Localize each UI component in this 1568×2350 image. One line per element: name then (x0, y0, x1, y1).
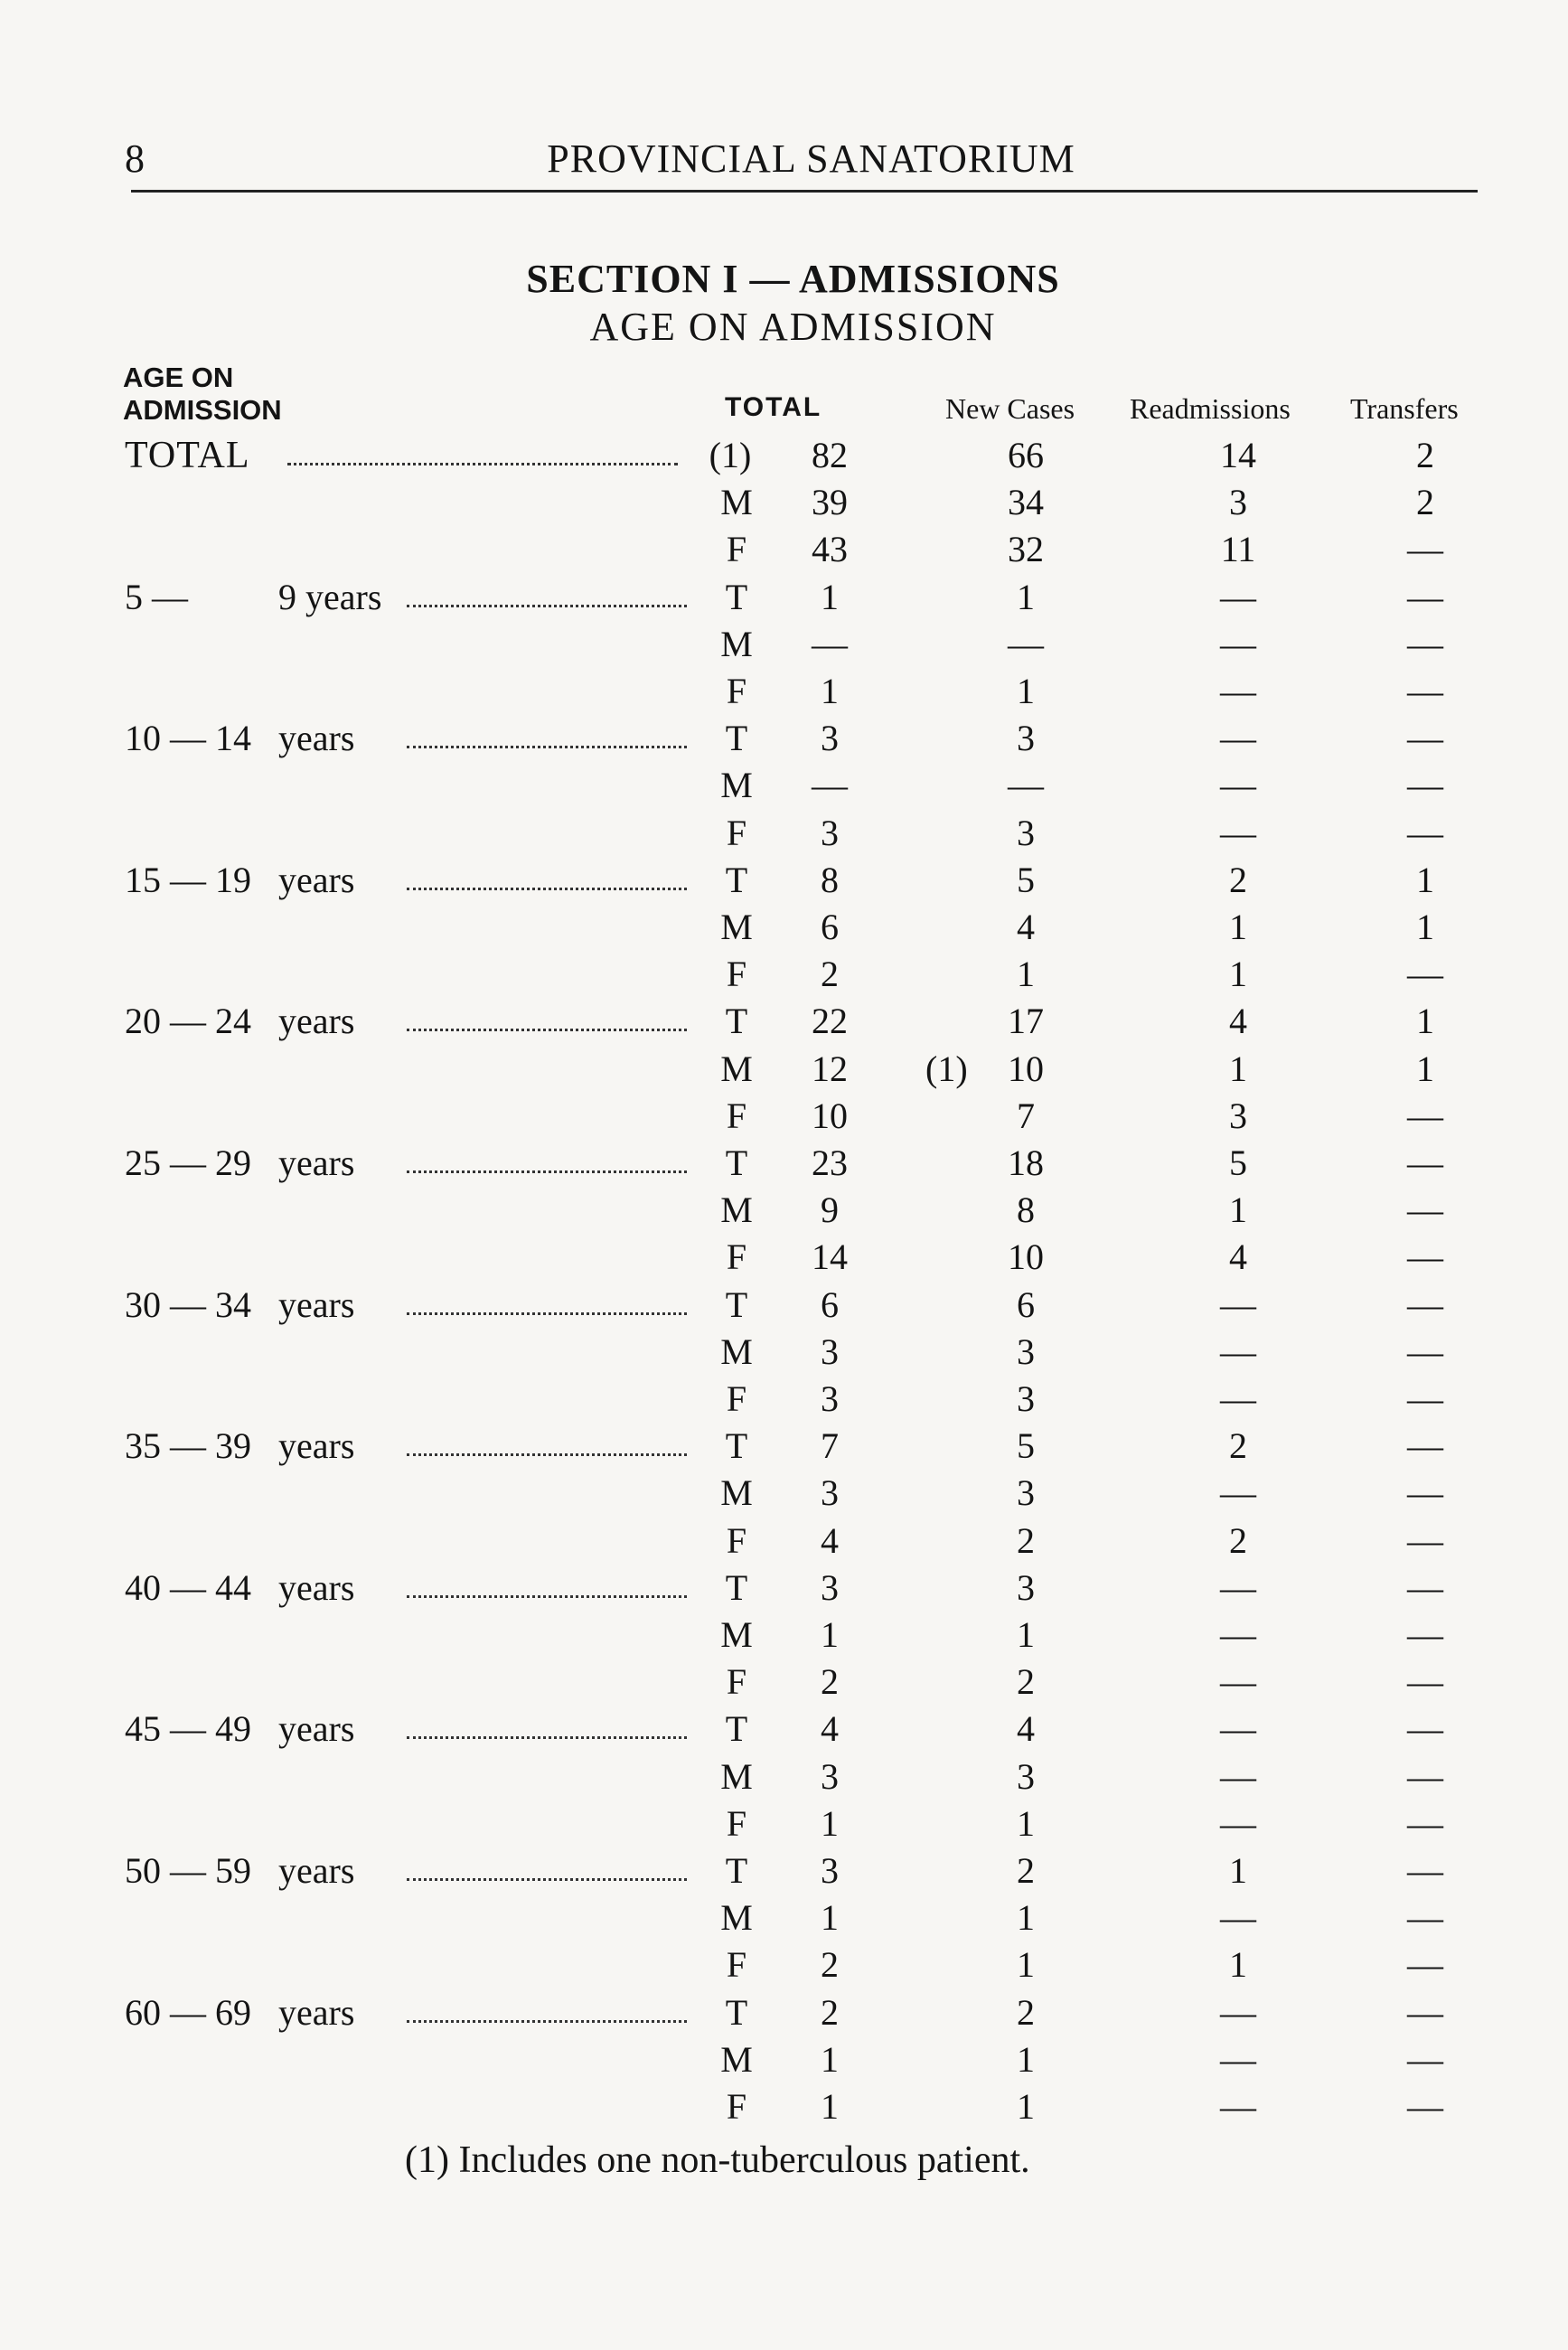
section-title: SECTION I — ADMISSIONS (526, 257, 1060, 301)
page-number: 8 (125, 136, 145, 181)
readmissions-value: 3 (1229, 1095, 1247, 1136)
readmissions-value: — (1220, 1283, 1256, 1325)
readmissions-value: — (1220, 1472, 1256, 1514)
sex-code: F (726, 671, 747, 711)
new-cases-value: 3 (1017, 718, 1035, 759)
table-row (0, 904, 1568, 951)
readmissions-value: — (1220, 1755, 1256, 1797)
leader-dots (407, 1312, 687, 1315)
new-cases-value: 1 (1017, 954, 1035, 995)
transfers-value: — (1407, 1236, 1443, 1278)
age-range: 40 — 44 (125, 1566, 251, 1608)
age-range: 25 — 29 (125, 1142, 251, 1183)
new-cases-value: 3 (1017, 1472, 1035, 1514)
new-cases-value: 17 (1008, 1001, 1044, 1042)
total-value: 82 (812, 435, 848, 475)
table-row (0, 1800, 1568, 1847)
sex-code: (1) (709, 435, 752, 475)
readmissions-value: — (1220, 1614, 1256, 1655)
table-row (0, 1894, 1568, 1941)
total-value: 3 (821, 718, 839, 759)
transfers-value: — (1407, 1378, 1443, 1419)
row-label (125, 1282, 354, 1329)
leader-dots (407, 746, 687, 748)
readmissions-value: 1 (1229, 1189, 1247, 1231)
transfers-value: — (1407, 1472, 1443, 1514)
total-value: 3 (821, 1566, 839, 1608)
transfers-value: — (1407, 1991, 1443, 2033)
sex-code: T (725, 576, 748, 617)
new-cases-value: 1 (1017, 576, 1035, 617)
leader-dots (407, 2020, 687, 2023)
row-label (125, 574, 381, 621)
new-cases-value: 10 (1008, 1236, 1044, 1278)
table-row (0, 574, 1568, 621)
table-row (0, 810, 1568, 857)
new-cases-value: 3 (1017, 1755, 1035, 1797)
readmissions-column-header: Readmissions (1130, 392, 1291, 425)
transfers-value: — (1407, 2038, 1443, 2080)
readmissions-value: — (1220, 623, 1256, 664)
sex-code: T (725, 1566, 748, 1608)
sex-code: F (726, 1661, 747, 1703)
new-cases-value: 7 (1017, 1095, 1035, 1136)
sex-code: F (726, 812, 747, 853)
readmissions-value: — (1220, 765, 1256, 806)
sex-code: T (725, 1142, 748, 1183)
new-cases-note: (1) (925, 1048, 968, 1089)
total-value: 6 (821, 907, 839, 947)
sex-code: M (720, 1048, 753, 1089)
transfers-value: — (1407, 623, 1443, 664)
table-row (0, 1659, 1568, 1706)
total-value: 2 (821, 1944, 839, 1986)
table-row (0, 621, 1568, 668)
sex-code: F (726, 1378, 747, 1419)
transfers-value: 1 (1416, 1001, 1434, 1042)
new-cases-value: 1 (1017, 1802, 1035, 1844)
total-value: 1 (821, 1802, 839, 1844)
new-cases-value: 3 (1017, 1378, 1035, 1419)
transfers-value: — (1407, 1283, 1443, 1325)
new-cases-value: 3 (1017, 812, 1035, 853)
leader-dots (407, 1453, 687, 1456)
new-cases-value: 8 (1017, 1189, 1035, 1231)
sex-code: F (726, 529, 747, 570)
readmissions-value: — (1220, 576, 1256, 617)
readmissions-value: — (1220, 812, 1256, 853)
leader-dots (407, 1736, 687, 1739)
sex-code: M (720, 1472, 753, 1514)
table-row (0, 1518, 1568, 1565)
row-label (125, 1847, 354, 1894)
transfers-value: — (1407, 1897, 1443, 1939)
age-column-header (123, 362, 282, 427)
transfers-value: — (1407, 1708, 1443, 1750)
new-cases-value: 32 (1008, 529, 1044, 570)
table-row (0, 1187, 1568, 1234)
age-unit: years (278, 1850, 355, 1891)
new-cases-value: 1 (1017, 671, 1035, 711)
sex-code: F (726, 954, 747, 995)
total-value: 3 (821, 1850, 839, 1891)
new-cases-value: 18 (1008, 1142, 1044, 1183)
total-value: 23 (812, 1142, 848, 1183)
row-label (125, 1565, 354, 1612)
transfers-value: 1 (1416, 907, 1434, 947)
transfers-value: — (1407, 671, 1443, 711)
total-value: 2 (821, 954, 839, 995)
readmissions-value: — (1220, 2038, 1256, 2080)
transfers-value: — (1407, 1661, 1443, 1703)
sex-code: M (720, 482, 753, 523)
total-value: 22 (812, 1001, 848, 1042)
sex-code: M (720, 765, 753, 806)
sex-code: T (725, 718, 748, 759)
age-unit: years (278, 1566, 355, 1608)
readmissions-value: 1 (1229, 1048, 1247, 1089)
readmissions-value: 4 (1229, 1001, 1247, 1042)
age-range: 60 — 69 (125, 1991, 251, 2033)
readmissions-value: 1 (1229, 1944, 1247, 1986)
age-range: 30 — 34 (125, 1283, 251, 1325)
table-row (0, 762, 1568, 809)
readmissions-value: — (1220, 1566, 1256, 1608)
readmissions-value: — (1220, 2086, 1256, 2127)
sex-code: F (726, 2086, 747, 2127)
total-value: 7 (821, 1425, 839, 1467)
sex-code: M (720, 1189, 753, 1231)
transfers-value: — (1407, 765, 1443, 806)
new-cases-value: 1 (1017, 1944, 1035, 1986)
total-value: 2 (821, 1661, 839, 1703)
age-unit: 9 years (278, 576, 382, 617)
total-value: 1 (821, 671, 839, 711)
row-label: TOTAL (125, 435, 250, 476)
table-row (0, 2036, 1568, 2083)
new-cases-value: 10 (1008, 1048, 1044, 1089)
transfers-value: — (1407, 718, 1443, 759)
table-row (0, 1140, 1568, 1187)
readmissions-value: — (1220, 1897, 1256, 1939)
transfers-column-header: Transfers (1350, 392, 1459, 425)
leader-dots (407, 605, 687, 607)
row-label (125, 998, 354, 1045)
age-unit: years (278, 1708, 355, 1750)
age-range: 45 — 49 (125, 1708, 251, 1750)
table-row (0, 668, 1568, 715)
transfers-value: 2 (1416, 482, 1434, 523)
table-row (0, 1093, 1568, 1140)
new-cases-value: 5 (1017, 1425, 1035, 1467)
total-value: 1 (821, 576, 839, 617)
age-unit: years (278, 718, 355, 759)
transfers-value: 2 (1416, 435, 1434, 475)
row-label (125, 1423, 354, 1470)
sex-code: F (726, 1802, 747, 1844)
total-value: 43 (812, 529, 848, 570)
transfers-value: — (1407, 1755, 1443, 1797)
transfers-value: — (1407, 529, 1443, 570)
new-cases-value: 1 (1017, 1897, 1035, 1939)
table-row (0, 715, 1568, 762)
age-unit: years (278, 1991, 355, 2033)
table-row (0, 1376, 1568, 1423)
transfers-value: 1 (1416, 1048, 1434, 1089)
row-label (125, 1989, 354, 2036)
transfers-value: — (1407, 1566, 1443, 1608)
table-row (0, 1329, 1568, 1376)
total-value: 3 (821, 1755, 839, 1797)
readmissions-value: 2 (1229, 1425, 1247, 1467)
header-rule (131, 190, 1478, 193)
readmissions-value: — (1220, 1330, 1256, 1372)
new-cases-value: 2 (1017, 1661, 1035, 1703)
total-value: 9 (821, 1189, 839, 1231)
leader-dots (407, 1170, 687, 1173)
age-unit: years (278, 1283, 355, 1325)
total-value: 10 (812, 1095, 848, 1136)
readmissions-value: — (1220, 1991, 1256, 2033)
total-value: 4 (821, 1708, 839, 1750)
table-row (0, 2083, 1568, 2130)
readmissions-value: 14 (1220, 435, 1256, 475)
total-value: 3 (821, 1330, 839, 1372)
total-value: — (812, 623, 848, 664)
age-range: 50 — 59 (125, 1850, 251, 1891)
transfers-value: — (1407, 1330, 1443, 1372)
sex-code: M (720, 1330, 753, 1372)
total-value: 1 (821, 2038, 839, 2080)
table-row (0, 1847, 1568, 1894)
new-cases-value: 4 (1017, 907, 1035, 947)
sex-code: M (720, 1897, 753, 1939)
leader-dots (287, 463, 678, 465)
table-row (0, 1423, 1568, 1470)
sex-code: M (720, 1755, 753, 1797)
total-value: 6 (821, 1283, 839, 1325)
new-cases-value: 1 (1017, 1614, 1035, 1655)
transfers-value: — (1407, 1189, 1443, 1231)
total-value: 3 (821, 1378, 839, 1419)
table-row (0, 1612, 1568, 1659)
readmissions-value: — (1220, 718, 1256, 759)
transfers-value: — (1407, 2086, 1443, 2127)
new-cases-value: 34 (1008, 482, 1044, 523)
sex-code: F (726, 1236, 747, 1278)
table-row (0, 526, 1568, 573)
table-row (0, 479, 1568, 526)
sex-code: T (725, 859, 748, 900)
row-label (125, 857, 354, 904)
sex-code: M (720, 907, 753, 947)
table-row (0, 432, 1568, 479)
table-row (0, 1565, 1568, 1612)
age-header-line2: ADMISSION (123, 394, 282, 426)
row-label (125, 1706, 354, 1753)
readmissions-value: 1 (1229, 907, 1247, 947)
table-row (0, 1753, 1568, 1800)
transfers-value: 1 (1416, 859, 1434, 900)
table-row (0, 1470, 1568, 1517)
new-cases-value: 6 (1017, 1283, 1035, 1325)
sex-code: T (725, 1991, 748, 2033)
transfers-value: — (1407, 1614, 1443, 1655)
table-row (0, 1282, 1568, 1329)
sex-code: T (725, 1001, 748, 1042)
table-row (0, 951, 1568, 998)
new-cases-value: 2 (1017, 1519, 1035, 1561)
leader-dots (407, 1595, 687, 1598)
readmissions-value: 3 (1229, 482, 1247, 523)
new-cases-value: 2 (1017, 1991, 1035, 2033)
new-cases-value: 3 (1017, 1330, 1035, 1372)
readmissions-value: — (1220, 1802, 1256, 1844)
readmissions-value: 2 (1229, 1519, 1247, 1561)
transfers-value: — (1407, 954, 1443, 995)
readmissions-value: 11 (1220, 529, 1256, 570)
new-cases-value: — (1008, 623, 1044, 664)
table-row (0, 1046, 1568, 1093)
new-cases-value: 3 (1017, 1566, 1035, 1608)
readmissions-value: — (1220, 1661, 1256, 1703)
table-row (0, 1989, 1568, 2036)
new-cases-column-header: New Cases (945, 392, 1075, 425)
transfers-value: — (1407, 1850, 1443, 1891)
sex-code: M (720, 623, 753, 664)
sex-code: F (726, 1095, 747, 1136)
age-unit: years (278, 859, 355, 900)
new-cases-value: 1 (1017, 2086, 1035, 2127)
readmissions-value: 4 (1229, 1236, 1247, 1278)
readmissions-value: — (1220, 1378, 1256, 1419)
transfers-value: — (1407, 1802, 1443, 1844)
transfers-value: — (1407, 812, 1443, 853)
new-cases-value: 2 (1017, 1850, 1035, 1891)
sex-code: T (725, 1850, 748, 1891)
age-range: 5 — (125, 576, 188, 617)
table-row (0, 1234, 1568, 1281)
readmissions-value: 1 (1229, 954, 1247, 995)
total-value: 2 (821, 1991, 839, 2033)
total-value: 14 (812, 1236, 848, 1278)
total-value: — (812, 765, 848, 806)
total-value: 1 (821, 1614, 839, 1655)
total-column-header: TOTAL (725, 392, 822, 422)
sex-code: T (725, 1708, 748, 1750)
table-row (0, 1706, 1568, 1753)
readmissions-value: — (1220, 671, 1256, 711)
readmissions-value: 2 (1229, 859, 1247, 900)
sex-code: T (725, 1425, 748, 1467)
total-value: 1 (821, 1897, 839, 1939)
age-range: 15 — 19 (125, 859, 251, 900)
section-subtitle: AGE ON ADMISSION (589, 305, 997, 349)
table-row (0, 1941, 1568, 1988)
leader-dots (407, 1878, 687, 1881)
age-range: 35 — 39 (125, 1425, 251, 1467)
new-cases-value: 1 (1017, 2038, 1035, 2080)
leader-dots (407, 1029, 687, 1031)
total-value: 8 (821, 859, 839, 900)
readmissions-value: 1 (1229, 1850, 1247, 1891)
total-value: 3 (821, 1472, 839, 1514)
total-value: 39 (812, 482, 848, 523)
row-label (125, 715, 354, 762)
sex-code: T (725, 1283, 748, 1325)
age-header-line1: AGE ON (123, 362, 234, 393)
sex-code: M (720, 1614, 753, 1655)
readmissions-value: — (1220, 1708, 1256, 1750)
total-value: 1 (821, 2086, 839, 2127)
age-range: 20 — 24 (125, 1001, 251, 1042)
sex-code: F (726, 1519, 747, 1561)
age-unit: years (278, 1425, 355, 1467)
age-unit: years (278, 1001, 355, 1042)
new-cases-value: 66 (1008, 435, 1044, 475)
transfers-value: — (1407, 576, 1443, 617)
total-value: 3 (821, 812, 839, 853)
total-value: 4 (821, 1519, 839, 1561)
new-cases-value: 4 (1017, 1708, 1035, 1750)
readmissions-value: 5 (1229, 1142, 1247, 1183)
age-range: 10 — 14 (125, 718, 251, 759)
new-cases-value: 5 (1017, 859, 1035, 900)
transfers-value: — (1407, 1519, 1443, 1561)
new-cases-value: — (1008, 765, 1044, 806)
footnote: (1) Includes one non-tuberculous patient. (405, 2139, 1030, 2181)
leader-dots (407, 888, 687, 890)
sex-code: F (726, 1944, 747, 1986)
transfers-value: — (1407, 1142, 1443, 1183)
sex-code: M (720, 2038, 753, 2080)
transfers-value: — (1407, 1944, 1443, 1986)
table-row (0, 857, 1568, 904)
running-title: PROVINCIAL SANATORIUM (547, 136, 1075, 181)
table-row (0, 998, 1568, 1045)
age-unit: years (278, 1142, 355, 1183)
transfers-value: — (1407, 1425, 1443, 1467)
transfers-value: — (1407, 1095, 1443, 1136)
row-label (125, 1140, 354, 1187)
total-value: 12 (812, 1048, 848, 1089)
